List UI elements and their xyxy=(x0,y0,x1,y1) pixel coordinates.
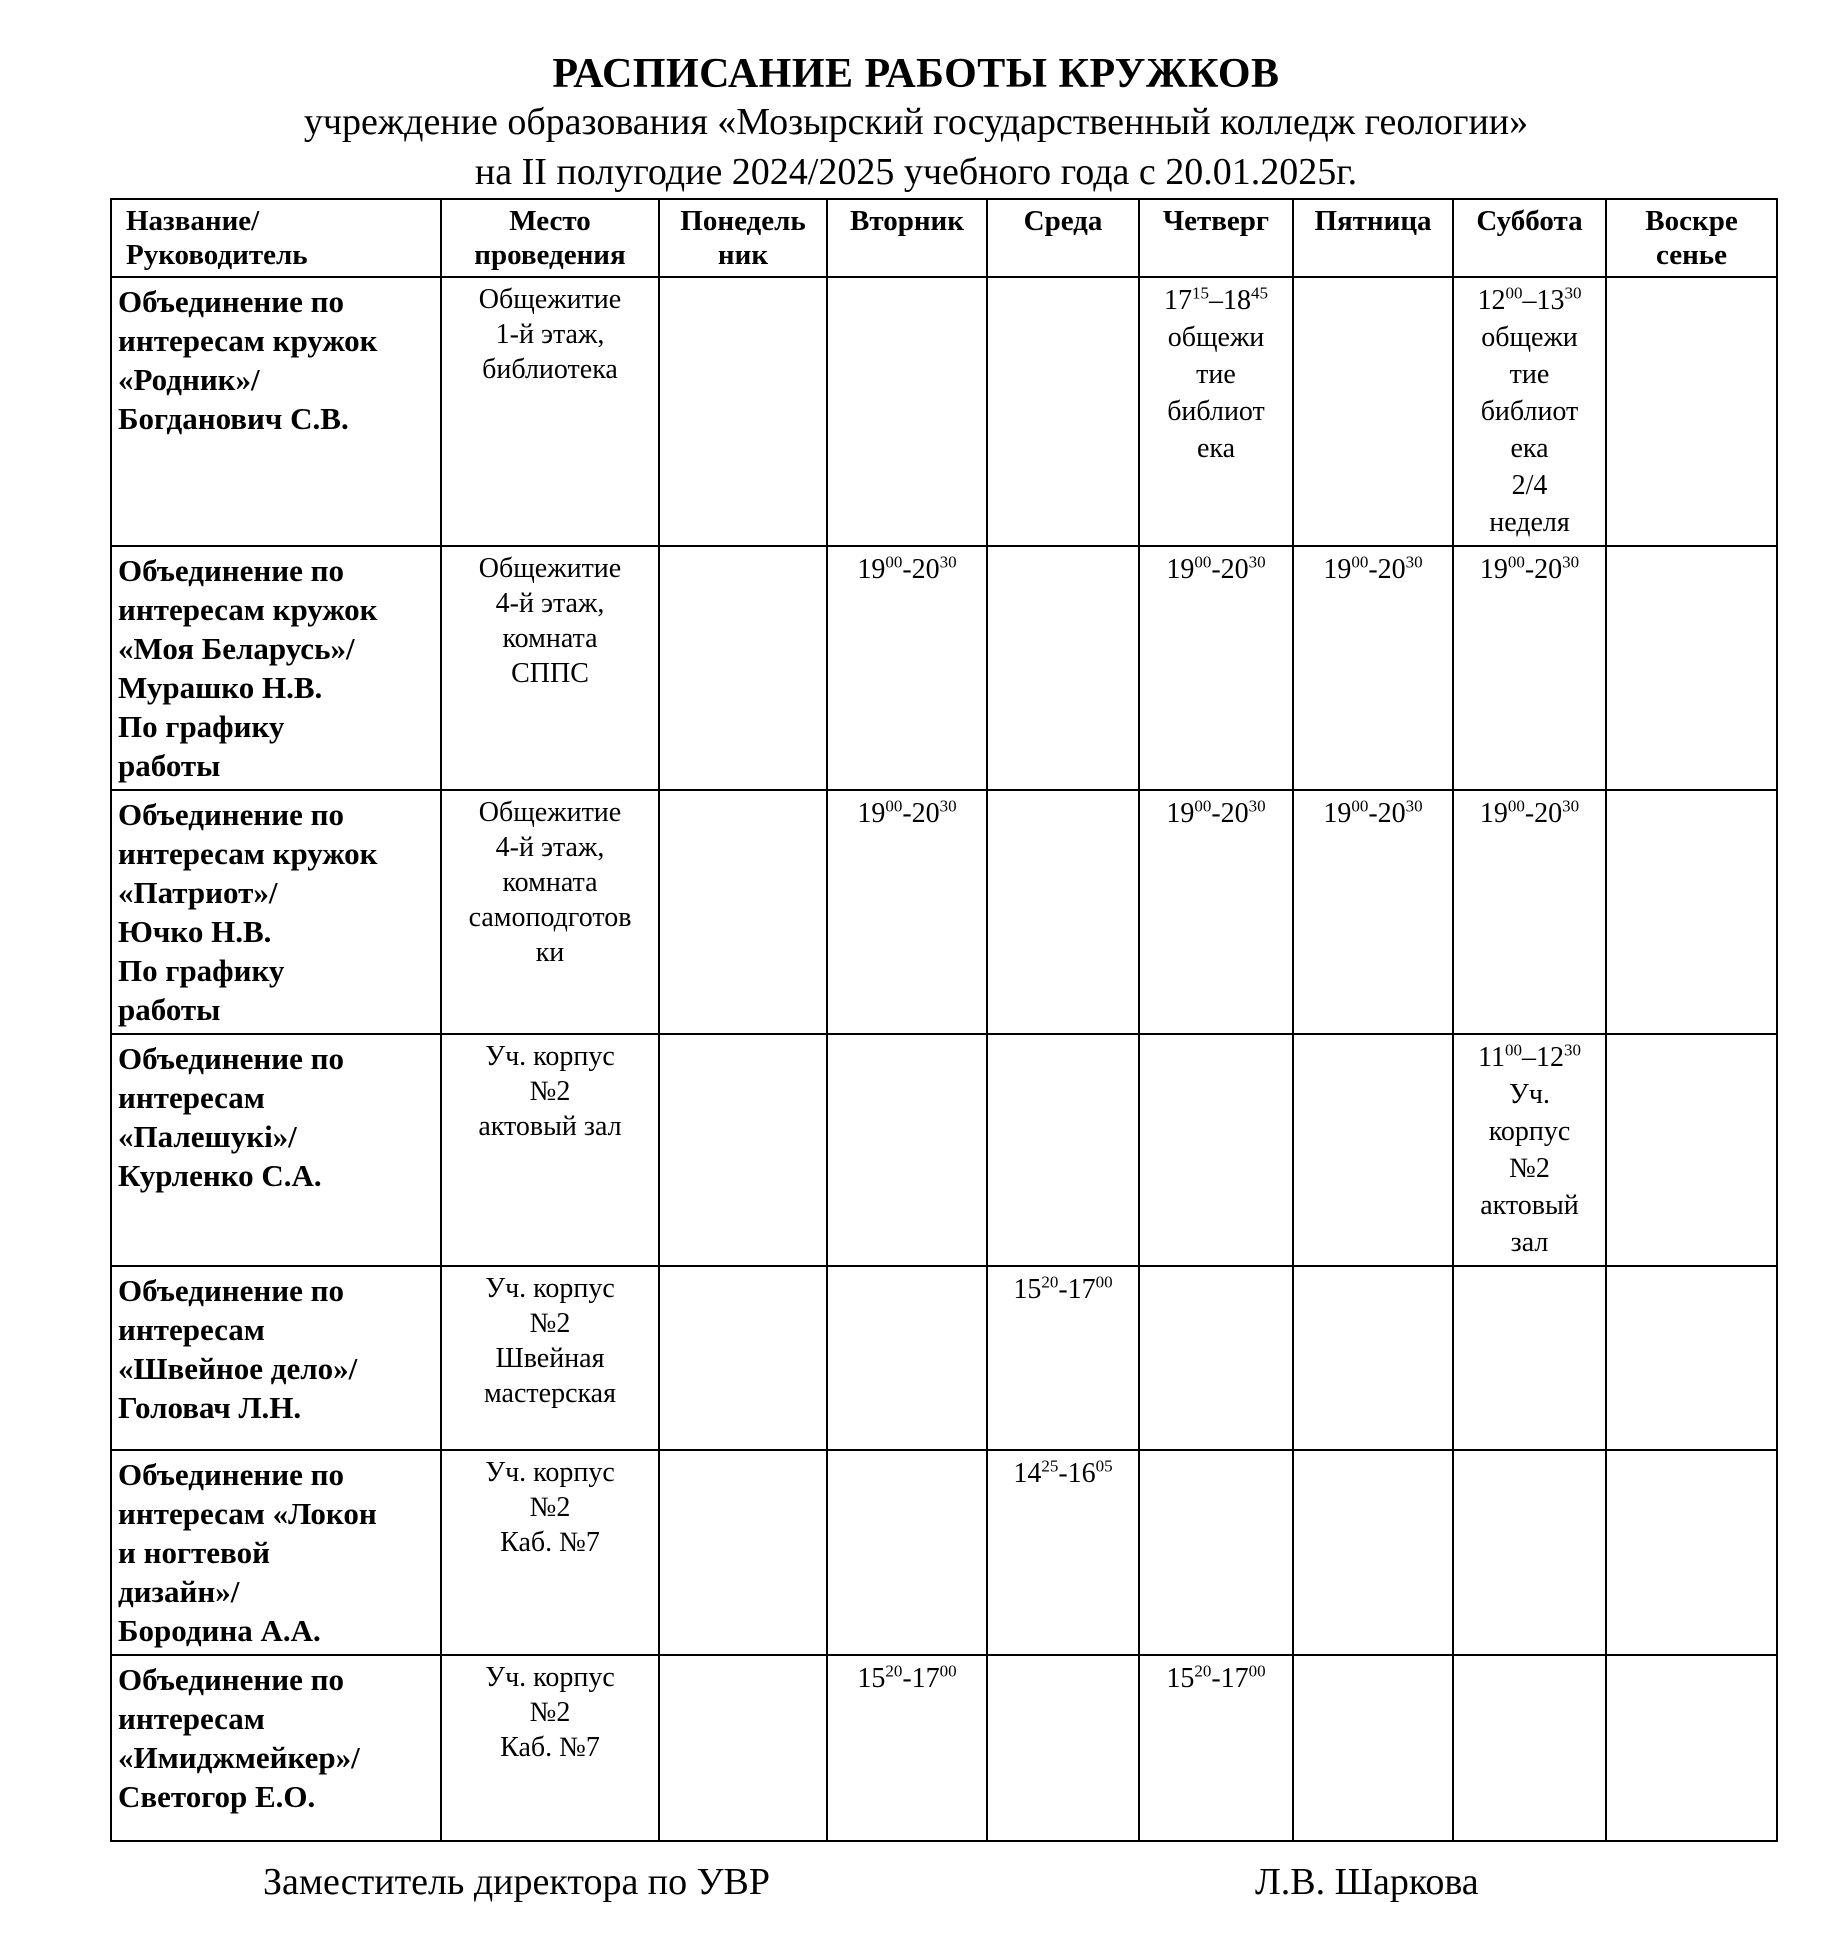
column-header-wednesday xyxy=(987,199,1139,277)
club-name-line: «Моя Беларусь»/ xyxy=(118,631,355,666)
schedule-cell-tuesday xyxy=(827,1034,987,1266)
venue-line: мастерская xyxy=(484,1378,616,1409)
venue-cell xyxy=(441,1034,659,1266)
time-range xyxy=(1146,282,1286,319)
start-hour: 19 xyxy=(857,798,886,829)
table-row xyxy=(111,1266,1777,1450)
column-header-line: Четверг xyxy=(1162,205,1270,237)
column-header-saturday xyxy=(1453,199,1606,277)
schedule-cell-sunday xyxy=(1606,1450,1777,1655)
time-separator: – xyxy=(1209,285,1223,316)
end-hour: 17 xyxy=(1220,1663,1249,1694)
schedule-cell-saturday xyxy=(1453,546,1606,790)
start-minutes: 20 xyxy=(885,1661,903,1681)
time-separator: - xyxy=(1368,554,1378,585)
end-hour: 20 xyxy=(911,798,940,829)
footer-position: Заместитель директора по УВР xyxy=(263,1861,771,1903)
start-minutes: 00 xyxy=(1351,796,1369,816)
club-name-line: Объединение по xyxy=(118,1457,345,1492)
club-name-cell xyxy=(111,1655,441,1841)
club-name-cell xyxy=(111,546,441,790)
start-hour: 15 xyxy=(857,1663,886,1694)
schedule-cell-wednesday xyxy=(987,1655,1139,1841)
venue-line: 4-й этаж, xyxy=(495,588,605,619)
end-minutes: 30 xyxy=(1248,796,1266,816)
club-name-cell xyxy=(111,1034,441,1266)
schedule-note-line: общежи xyxy=(1481,322,1578,353)
time-separator: - xyxy=(1368,798,1378,829)
schedule-note-line: неделя xyxy=(1489,507,1570,538)
schedule-cell-sunday xyxy=(1606,1266,1777,1450)
club-name-line: интересам xyxy=(118,1701,265,1736)
club-name-cell xyxy=(111,277,441,546)
end-hour: 16 xyxy=(1067,1458,1096,1489)
schedule-cell-wednesday xyxy=(987,277,1139,546)
club-name-line: интересам кружок xyxy=(118,323,378,358)
start-hour: 15 xyxy=(1013,1274,1042,1305)
start-hour: 19 xyxy=(1323,554,1352,585)
end-minutes: 45 xyxy=(1251,283,1268,303)
club-name-line: Бородина А.А. xyxy=(118,1613,321,1648)
time-range xyxy=(1460,282,1599,319)
schedule-cell-thursday xyxy=(1139,546,1293,790)
time-separator: – xyxy=(1522,285,1537,316)
time-separator: – xyxy=(1521,1042,1536,1073)
time-range xyxy=(1146,551,1286,588)
schedule-note-line: корпус xyxy=(1488,1116,1571,1147)
end-hour: 20 xyxy=(911,554,940,585)
start-minutes: 00 xyxy=(885,796,903,816)
venue-line: комната xyxy=(502,867,598,898)
venue-line: Общежитие xyxy=(478,797,622,828)
club-name-line: По графику xyxy=(118,953,285,988)
start-minutes: 00 xyxy=(885,552,903,572)
club-name-line: Мурашко Н.В. xyxy=(118,670,323,705)
venue-cell xyxy=(441,1655,659,1841)
time-separator: - xyxy=(1058,1458,1068,1489)
start-hour: 15 xyxy=(1166,1663,1195,1694)
time-separator: - xyxy=(1524,554,1535,585)
schedule-note-line: ека xyxy=(1196,433,1236,464)
start-minutes: 00 xyxy=(1504,1040,1522,1060)
schedule-cell-sunday xyxy=(1606,790,1777,1034)
start-hour: 19 xyxy=(1479,798,1508,829)
end-minutes: 30 xyxy=(1562,796,1580,816)
schedule-cell-saturday xyxy=(1453,1450,1606,1655)
table-row xyxy=(111,277,1777,546)
venue-line: 1-й этаж, xyxy=(495,319,605,350)
venue-line: Уч. корпус xyxy=(485,1041,615,1072)
venue-line: 4-й этаж, xyxy=(495,832,605,863)
schedule-cell-friday xyxy=(1293,1450,1453,1655)
time-separator: - xyxy=(1211,798,1221,829)
column-header-sunday xyxy=(1606,199,1777,277)
schedule-cell-tuesday xyxy=(827,546,987,790)
club-name-line: интересам кружок xyxy=(118,592,378,627)
schedule-cell-monday xyxy=(659,1655,827,1841)
schedule-cell-wednesday xyxy=(987,790,1139,1034)
club-name-line: Объединение по xyxy=(118,1662,345,1697)
column-header-line: Руководитель xyxy=(126,239,308,271)
column-header-tuesday xyxy=(827,199,987,277)
start-minutes: 25 xyxy=(1041,1456,1059,1476)
club-name-line: Богданович С.В. xyxy=(118,401,349,436)
page-title: РАСПИСАНИЕ РАБОТЫ КРУЖКОВ xyxy=(552,51,1280,97)
start-hour: 19 xyxy=(857,554,886,585)
club-name-line: Головач Л.Н. xyxy=(118,1390,302,1425)
time-range xyxy=(1300,795,1446,832)
end-hour: 17 xyxy=(911,1663,940,1694)
schedule-note-line: актовый xyxy=(1480,1190,1579,1221)
schedule-cell-monday xyxy=(659,1450,827,1655)
venue-cell xyxy=(441,1450,659,1655)
time-range xyxy=(834,551,980,588)
column-header-line: ник xyxy=(717,239,769,271)
club-name-line: интересам «Локон xyxy=(118,1496,377,1531)
club-name-line: Объединение по xyxy=(118,1273,345,1308)
end-hour: 20 xyxy=(1377,554,1406,585)
column-header-line: Среда xyxy=(1023,205,1103,237)
time-range xyxy=(1460,1039,1599,1076)
column-header-line: Воскре xyxy=(1645,205,1738,237)
column-header-line: Место xyxy=(509,205,591,237)
venue-line: №2 xyxy=(529,1076,571,1107)
time-separator: - xyxy=(902,1663,912,1694)
schedule-note-line: зал xyxy=(1510,1227,1549,1258)
end-minutes: 30 xyxy=(939,796,957,816)
time-range xyxy=(1146,1660,1286,1697)
table-row xyxy=(111,1450,1777,1655)
table-row xyxy=(111,546,1777,790)
schedule-note-line: ека xyxy=(1510,433,1549,464)
end-hour: 17 xyxy=(1067,1274,1096,1305)
start-hour: 12 xyxy=(1477,285,1506,316)
period-subtitle: на II полугодие 2024/2025 учебного года с 20.01.2025г. xyxy=(474,151,1358,193)
end-minutes: 30 xyxy=(1405,796,1423,816)
club-name-line: По графику xyxy=(118,709,285,744)
column-header-line: проведения xyxy=(474,239,626,271)
end-minutes: 30 xyxy=(1405,552,1423,572)
column-header-line: Пятница xyxy=(1314,205,1432,237)
schedule-cell-thursday xyxy=(1139,1034,1293,1266)
schedule-cell-friday xyxy=(1293,790,1453,1034)
schedule-cell-sunday xyxy=(1606,546,1777,790)
venue-line: актовый зал xyxy=(478,1111,622,1142)
club-name-line: работы xyxy=(118,992,221,1027)
schedule-cell-sunday xyxy=(1606,1655,1777,1841)
schedule-cell-friday xyxy=(1293,277,1453,546)
venue-line: №2 xyxy=(529,1492,571,1523)
venue-cell xyxy=(441,790,659,1034)
schedule-cell-thursday xyxy=(1139,277,1293,546)
venue-cell xyxy=(441,277,659,546)
time-range xyxy=(1300,551,1446,588)
schedule-cell-monday xyxy=(659,790,827,1034)
column-header-line: сенье xyxy=(1655,239,1727,271)
time-separator: - xyxy=(1211,1663,1221,1694)
time-separator: - xyxy=(902,554,912,585)
club-name-line: Объединение по xyxy=(118,553,345,588)
time-range xyxy=(834,795,980,832)
venue-line: №2 xyxy=(529,1697,571,1728)
schedule-cell-tuesday xyxy=(827,790,987,1034)
schedule-note-line: 2/4 xyxy=(1511,470,1548,501)
table-row xyxy=(111,790,1777,1034)
club-name-line: «Патриот»/ xyxy=(118,875,278,910)
end-hour: 18 xyxy=(1223,285,1251,316)
club-name-line: Светогор Е.О. xyxy=(118,1779,316,1814)
schedule-cell-saturday xyxy=(1453,277,1606,546)
schedule-note-line: тие xyxy=(1196,359,1236,390)
start-hour: 19 xyxy=(1166,554,1195,585)
start-minutes: 00 xyxy=(1194,796,1212,816)
institution-subtitle: учреждение образования «Мозырский государственный колледж геологии» xyxy=(303,101,1529,143)
schedule-cell-tuesday xyxy=(827,1266,987,1450)
venue-line: самоподготов xyxy=(468,902,632,933)
venue-cell xyxy=(441,546,659,790)
venue-line: №2 xyxy=(529,1308,571,1339)
start-hour: 14 xyxy=(1013,1458,1042,1489)
venue-line: Общежитие xyxy=(478,284,622,315)
end-hour: 12 xyxy=(1535,1042,1564,1073)
schedule-cell-wednesday xyxy=(987,1450,1139,1655)
end-hour: 20 xyxy=(1534,554,1563,585)
end-hour: 13 xyxy=(1536,285,1565,316)
club-name-line: интересам xyxy=(118,1080,265,1115)
schedule-body xyxy=(111,277,1777,1841)
time-range xyxy=(994,1271,1132,1308)
end-minutes: 30 xyxy=(939,552,957,572)
schedule-cell-monday xyxy=(659,546,827,790)
schedule-cell-wednesday xyxy=(987,1266,1139,1450)
column-header-place xyxy=(441,199,659,277)
schedule-cell-monday xyxy=(659,277,827,546)
schedule-note-line: общежи xyxy=(1167,322,1265,353)
table-row xyxy=(111,1034,1777,1266)
start-minutes: 15 xyxy=(1192,283,1209,303)
start-hour: 19 xyxy=(1479,554,1508,585)
end-minutes: 30 xyxy=(1248,552,1266,572)
club-name-line: «Имиджмейкер»/ xyxy=(118,1740,360,1775)
schedule-note-line: Уч. xyxy=(1509,1079,1550,1110)
club-name-line: интересам кружок xyxy=(118,836,378,871)
venue-line: Уч. корпус xyxy=(485,1457,615,1488)
schedule-cell-wednesday xyxy=(987,546,1139,790)
schedule-cell-tuesday xyxy=(827,277,987,546)
schedule-cell-thursday xyxy=(1139,1655,1293,1841)
schedule-cell-sunday xyxy=(1606,1034,1777,1266)
time-separator: - xyxy=(1211,554,1221,585)
end-hour: 20 xyxy=(1534,798,1563,829)
start-minutes: 00 xyxy=(1507,552,1525,572)
club-name-line: работы xyxy=(118,748,221,783)
schedule-cell-monday xyxy=(659,1034,827,1266)
table-row xyxy=(111,1655,1777,1841)
schedule-cell-saturday xyxy=(1453,1655,1606,1841)
time-range xyxy=(1460,795,1599,832)
schedule-cell-sunday xyxy=(1606,277,1777,546)
schedule-cell-friday xyxy=(1293,1034,1453,1266)
club-name-cell xyxy=(111,790,441,1034)
start-minutes: 20 xyxy=(1194,1661,1212,1681)
schedule-table xyxy=(110,198,1778,1842)
column-header-line: Понедель xyxy=(680,205,806,237)
schedule-note-line: тие xyxy=(1509,359,1550,390)
start-hour: 11 xyxy=(1478,1042,1505,1073)
start-minutes: 00 xyxy=(1505,283,1523,303)
venue-cell xyxy=(441,1266,659,1450)
schedule-cell-friday xyxy=(1293,1655,1453,1841)
schedule-note-line: библиот xyxy=(1480,396,1579,427)
end-minutes: 30 xyxy=(1563,1040,1581,1060)
column-header-friday xyxy=(1293,199,1453,277)
end-minutes: 30 xyxy=(1564,283,1582,303)
schedule-cell-friday xyxy=(1293,1266,1453,1450)
start-hour: 19 xyxy=(1166,798,1195,829)
schedule-cell-friday xyxy=(1293,546,1453,790)
start-minutes: 00 xyxy=(1351,552,1369,572)
column-header-name xyxy=(111,199,441,277)
end-minutes: 00 xyxy=(1248,1661,1266,1681)
end-minutes: 30 xyxy=(1562,552,1580,572)
time-separator: - xyxy=(1524,798,1535,829)
column-header-monday xyxy=(659,199,827,277)
start-hour: 19 xyxy=(1323,798,1352,829)
club-name-cell xyxy=(111,1266,441,1450)
time-separator: - xyxy=(902,798,912,829)
schedule-cell-tuesday xyxy=(827,1450,987,1655)
schedule-cell-saturday xyxy=(1453,790,1606,1034)
club-name-line: Ючко Н.В. xyxy=(118,914,272,949)
column-header-line: Суббота xyxy=(1476,205,1583,237)
start-minutes: 00 xyxy=(1507,796,1525,816)
venue-line: Швейная xyxy=(495,1343,605,1374)
time-range xyxy=(1146,795,1286,832)
column-header-line: Название/ xyxy=(126,205,260,237)
time-range xyxy=(1460,551,1599,588)
start-hour: 17 xyxy=(1164,285,1192,316)
time-range xyxy=(994,1455,1132,1492)
schedule-cell-wednesday xyxy=(987,1034,1139,1266)
start-minutes: 20 xyxy=(1041,1272,1059,1292)
club-name-line: Объединение по xyxy=(118,284,345,319)
venue-line: Уч. корпус xyxy=(485,1273,615,1304)
time-separator: - xyxy=(1058,1274,1068,1305)
start-minutes: 00 xyxy=(1194,552,1212,572)
table-header-row xyxy=(111,199,1777,277)
schedule-cell-thursday xyxy=(1139,1450,1293,1655)
club-name-line: дизайн»/ xyxy=(118,1574,240,1609)
venue-line: Уч. корпус xyxy=(485,1662,615,1693)
club-name-line: «Палешукі»/ xyxy=(118,1119,297,1154)
schedule-cell-saturday xyxy=(1453,1266,1606,1450)
venue-line: СППС xyxy=(511,658,589,689)
schedule-note-line: библиот xyxy=(1167,396,1265,427)
column-header-thursday xyxy=(1139,199,1293,277)
club-name-line: интересам xyxy=(118,1312,265,1347)
end-hour: 20 xyxy=(1220,798,1249,829)
club-name-line: Объединение по xyxy=(118,1041,345,1076)
column-header-line: Вторник xyxy=(850,205,964,237)
club-name-line: и ногтевой xyxy=(118,1535,270,1570)
end-hour: 20 xyxy=(1220,554,1249,585)
time-range xyxy=(834,1660,980,1697)
venue-line: Каб. №7 xyxy=(500,1732,600,1763)
schedule-cell-monday xyxy=(659,1266,827,1450)
club-name-cell xyxy=(111,1450,441,1655)
end-minutes: 00 xyxy=(1095,1272,1113,1292)
club-name-line: Курленко С.А. xyxy=(118,1158,322,1193)
schedule-note-line: №2 xyxy=(1509,1153,1550,1184)
venue-line: библиотека xyxy=(482,354,618,385)
end-hour: 20 xyxy=(1377,798,1406,829)
schedule-cell-tuesday xyxy=(827,1655,987,1841)
venue-line: ки xyxy=(535,937,565,968)
schedule-cell-thursday xyxy=(1139,1266,1293,1450)
venue-line: Общежитие xyxy=(478,553,622,584)
end-minutes: 00 xyxy=(939,1661,957,1681)
schedule-cell-saturday xyxy=(1453,1034,1606,1266)
footer-signatory: Л.В. Шаркова xyxy=(1255,1861,1479,1903)
venue-line: Каб. №7 xyxy=(500,1527,600,1558)
venue-line: комната xyxy=(502,623,598,654)
schedule-cell-thursday xyxy=(1139,790,1293,1034)
club-name-line: «Родник»/ xyxy=(118,362,260,397)
end-minutes: 05 xyxy=(1095,1456,1113,1476)
club-name-line: «Швейное дело»/ xyxy=(118,1351,358,1386)
club-name-line: Объединение по xyxy=(118,797,345,832)
